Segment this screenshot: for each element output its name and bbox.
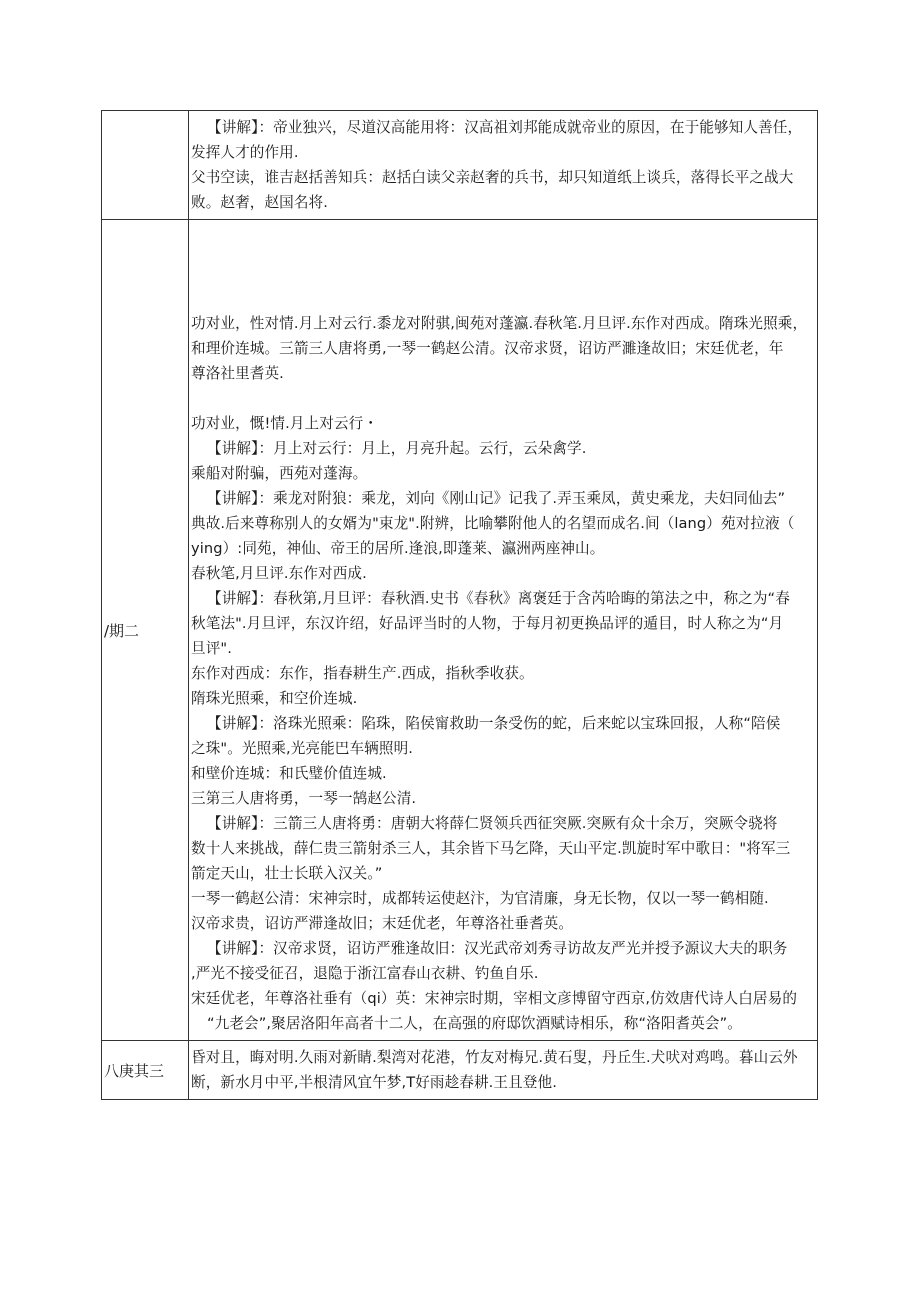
verse-line-2: 和理价连城。三箭三人唐将勇,一琴一鹤赵公清。汉帝求贤，诏访严濉逢故旧；宋廷优老，年 — [191, 340, 784, 357]
annotation-line: 一琴一鹤赵公清：宋神宗时，成都转运使赵汴，为官清廉，身无长物，仅以一琴一鹤相随. — [191, 890, 769, 907]
annotation-line: ying）:同苑，神仙、帝王的居所.逢浪,即蓬莱、瀛洲两座神山。 — [191, 540, 605, 557]
table-row-1 — [102, 111, 818, 220]
annotation-line: 乘船对附骗，西苑对蓬海。 — [191, 465, 368, 482]
annotation-line: 【讲解】：月上对云行：月上，月亮升起。云行，云朵禽学. — [207, 440, 587, 457]
row-1-line-3: 父书空读，谁吉赵括善知兵：赵括白读父亲赵奢的兵书，却只知道纸上谈兵，落得长平之战大 — [191, 169, 794, 186]
annotation-line: 【讲解】：乘龙对附狼：乘龙，刘向《刚山记》记我了.弄玉乘凤，黄史乘龙，夫妇同仙去” — [207, 490, 786, 507]
annotation-line: ,严光不接受征召，退隐于浙江富春山衣耕、钓鱼自乐. — [191, 965, 539, 982]
row-3-line-2: 断，新水月中平,半根清风宜午梦,T好雨趁春耕.王且登他. — [191, 1074, 557, 1091]
row-3-content — [189, 1041, 818, 1100]
annotation-line: 东作对西成：东作，指春耕生产.西成，指秋季收获。 — [191, 665, 534, 682]
document-table — [101, 110, 818, 1100]
annotation-line: 【讲解】：三箭三人唐将勇：唐朝大将薛仁贤领兵西征突厥.突厥有众十余万，突厥令骁将 — [207, 815, 778, 832]
annotation-line: 春秋笔,月旦评.东作对西成. — [191, 565, 367, 582]
table-row-3 — [102, 1041, 818, 1100]
annotation-line: “九老会”,聚居洛阳年高者十二人，在高强的府邸饮酒赋诗相乐，称“洛阳耆英会”。 — [207, 1015, 742, 1032]
annotation-line: 旦评". — [191, 640, 232, 657]
row-2-label: /期二 — [102, 220, 189, 1041]
annotation-line: 和壁价连城：和氏璧价值连城. — [191, 765, 387, 782]
row-1-line-2: 发挥人才的作用. — [191, 144, 299, 161]
row-1-label — [102, 111, 189, 220]
verse-line-1: 功对业，性对情.月上对云行.黍龙对附骐,闽苑对蓬瀛.春秋笔.月旦评.东作对西成。隋珠光照乘， — [191, 315, 808, 332]
annotation-line: 【讲解】：洛珠光照乘：陷珠，陷侯甯救助一条受伤的蛇，后来蛇以宝珠回报，人称“陪侯 — [207, 715, 781, 732]
annotation-line: 秋笔法".月旦评，东汉许绍，好品评当时的人物，于每月初更换品评的遁目，时人称之为“月 — [191, 615, 784, 632]
annotation-line: 功对业，慨!情.月上对云行・ — [191, 415, 379, 432]
blank-space — [191, 224, 816, 311]
annotation-line: 宋廷优老，年尊洛社垂有（qi）英：宋神宗时期，宰相文彦博留守西京,仿效唐代诗人白居易的 — [191, 990, 798, 1007]
verse-line-3: 尊洛社里耆英. — [191, 365, 284, 382]
annotation-lines — [191, 411, 816, 1036]
row-2-content — [189, 220, 818, 1041]
table-row-2 — [102, 220, 818, 1041]
annotation-line: 箭定天山，壮士长联入汉关。” — [191, 865, 383, 882]
row-1-line-1: 【讲解】：帝业独兴，尽道汉高能用将：汉高祖刘邦能成就帝业的原因，在于能够知人善任， — [207, 119, 803, 136]
annotation-line: 汉帝求贵，诏访严滞逢故旧；末廷优老，年尊洛社垂耆英。 — [191, 915, 574, 932]
annotation-line: 三第三人唐将勇，一琴一鹄赵公清. — [191, 790, 417, 807]
annotation-line: 典故.后来尊称别人的女婿为"束龙".附辨，比喻攀附他人的名望而成名.间（lang）苑对拉液（ — [191, 515, 795, 532]
annotation-line: 【讲解】：汉帝求贤，诏访严雅逢故旧：汉光武帝刘秀寻访故友严光并授予源议大夫的职务 — [207, 940, 788, 957]
row-1-content — [189, 111, 818, 220]
annotation-line: 之珠"。光照乘,光亮能巴车辆照明. — [191, 740, 414, 757]
row-3-line-1: 昏对且，晦对明.久雨对新睛.梨湾对花港，竹友对梅兄.黄石叟，丹丘生.犬吠对鸡鸣。暮山云外 — [191, 1049, 798, 1066]
annotation-line: 【讲解】：春秋第,月旦评：春秋酒.史书《春秋》离褒廷于含芮哈晦的第法之中，称之为“春 — [207, 590, 790, 607]
annotation-line: 数十人来挑战，薛仁贵三箭射杀三人，其余皆下马乞降，天山平定.凯旋时军中歌日："将军三 — [191, 840, 791, 857]
row-1-line-4: 败。赵奢，赵国名将. — [191, 194, 328, 211]
blank-gap — [191, 386, 816, 411]
annotation-line: 隋珠光照乘，和空价连城. — [191, 690, 358, 707]
row-3-label: 八庚其三 — [102, 1041, 189, 1100]
